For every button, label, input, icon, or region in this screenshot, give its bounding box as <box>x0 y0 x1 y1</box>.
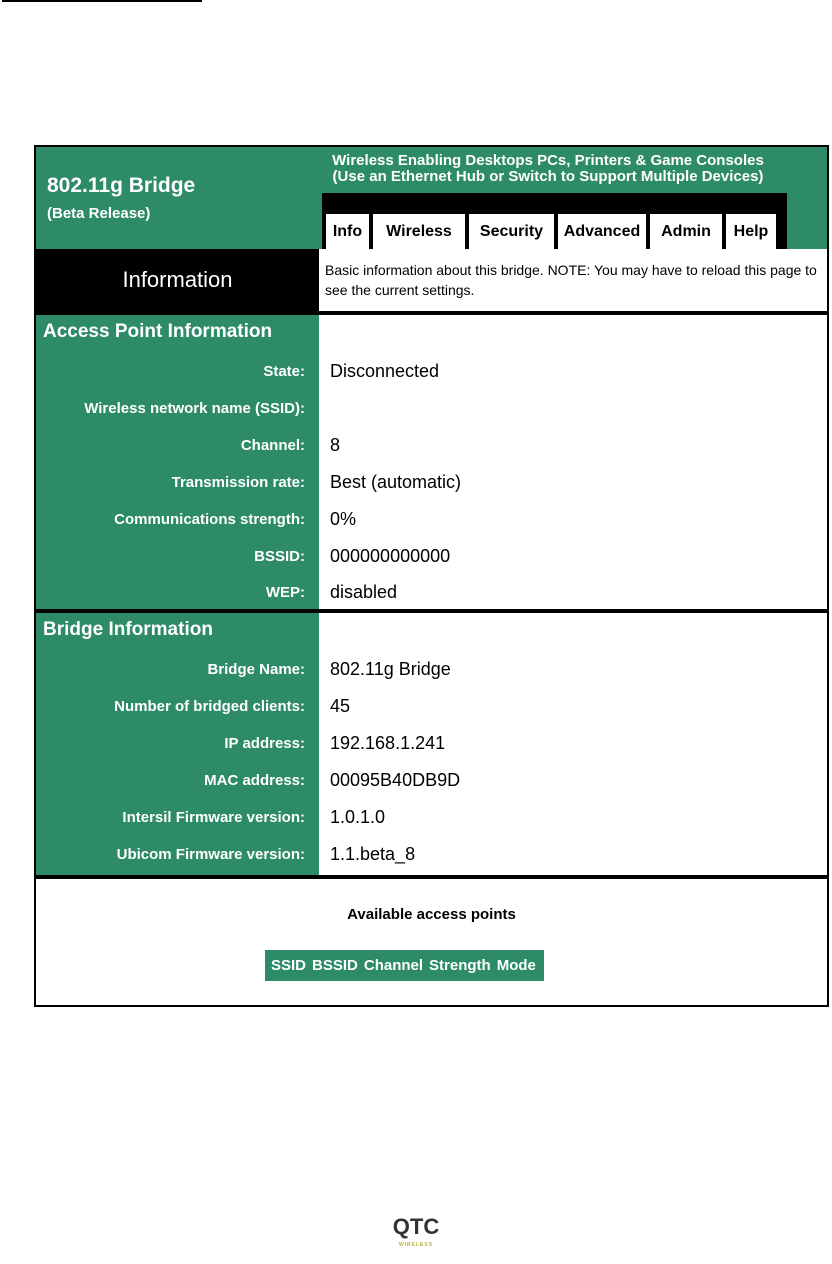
logo-text: QTC <box>392 1214 440 1239</box>
header-banner <box>36 147 827 249</box>
tab-security[interactable]: Security <box>469 214 554 249</box>
field-label: Bridge Name: <box>207 661 305 678</box>
field-label: BSSID: <box>254 548 305 565</box>
access-points-title: Available access points <box>347 906 516 923</box>
column-bssid: BSSID <box>312 957 358 974</box>
field-label: Channel: <box>240 437 305 454</box>
field-value: 00095B40DB9D <box>330 770 461 790</box>
info-row <box>36 427 827 464</box>
tab-admin[interactable]: Admin <box>650 214 722 249</box>
info-row <box>36 390 827 427</box>
info-row <box>36 725 827 762</box>
info-row <box>36 353 827 390</box>
access-point-section <box>36 315 827 609</box>
info-row <box>36 538 827 575</box>
tab-advanced[interactable]: Advanced <box>558 214 646 249</box>
access-points-table-header <box>265 950 544 981</box>
field-label: Ubicom Firmware version: <box>116 846 305 863</box>
tagline-line-2: (Use an Ethernet Hub or Switch to Support Multiple Devices) <box>332 168 764 185</box>
info-row <box>36 762 827 799</box>
tab-info[interactable]: Info <box>326 214 369 249</box>
field-value: 0% <box>330 509 357 529</box>
info-row <box>36 651 827 688</box>
column-channel: Channel <box>363 957 424 974</box>
field-label: Intersil Firmware version: <box>122 809 305 826</box>
field-value: 000000000000 <box>330 546 451 566</box>
field-value: disabled <box>330 582 398 602</box>
info-row <box>36 464 827 501</box>
column-strength: Strength <box>429 957 491 974</box>
tab-bar <box>322 193 787 249</box>
field-label: WEP: <box>265 584 305 601</box>
field-label: State: <box>263 363 305 380</box>
field-value: 1.0.1.0 <box>330 807 386 827</box>
field-label: Transmission rate: <box>171 474 305 491</box>
info-row <box>36 574 827 611</box>
product-title: 802.11g Bridge <box>47 174 196 197</box>
field-value: 192.168.1.241 <box>330 733 446 753</box>
tab-wireless[interactable]: Wireless <box>373 214 465 249</box>
available-access-points <box>36 879 827 1005</box>
info-row <box>36 501 827 538</box>
tagline-line-1: Wireless Enabling Desktops PCs, Printers & Game Consoles <box>332 152 764 169</box>
field-value: 802.11g Bridge <box>330 659 451 679</box>
column-mode: Mode <box>496 957 536 974</box>
field-value: Disconnected <box>330 361 440 381</box>
column-ssid: SSID <box>271 957 307 974</box>
product-tagline <box>298 153 798 185</box>
field-value: Best (automatic) <box>330 472 462 492</box>
field-value: 8 <box>330 435 341 455</box>
page-title: Information <box>36 249 319 311</box>
qtc-wireless-logo <box>388 1210 444 1252</box>
top-rule <box>2 0 202 2</box>
bridge-section <box>36 613 827 875</box>
logo-subtext: WIRELESS <box>398 1242 434 1248</box>
field-value: 45 <box>330 696 351 716</box>
bridge-config-page <box>34 145 829 1007</box>
product-subtitle: (Beta Release) <box>47 205 151 222</box>
field-label: Number of bridged clients: <box>114 698 305 715</box>
field-label: MAC address: <box>204 772 305 789</box>
info-row <box>36 836 827 873</box>
field-value: 1.1.beta_8 <box>330 844 416 864</box>
field-label: Communications strength: <box>114 511 305 528</box>
tab-help[interactable]: Help <box>726 214 776 249</box>
info-row <box>36 799 827 836</box>
field-label: Wireless network name (SSID): <box>84 400 305 417</box>
section-heading: Access Point Information <box>43 321 273 342</box>
field-label: IP address: <box>224 735 305 752</box>
qtc-logo-icon <box>388 1210 444 1252</box>
section-heading: Bridge Information <box>43 619 213 640</box>
page-description: Basic information about this bridge. NOTE: You may have to reload this page to see the current settings. <box>325 262 817 298</box>
info-row <box>36 688 827 725</box>
